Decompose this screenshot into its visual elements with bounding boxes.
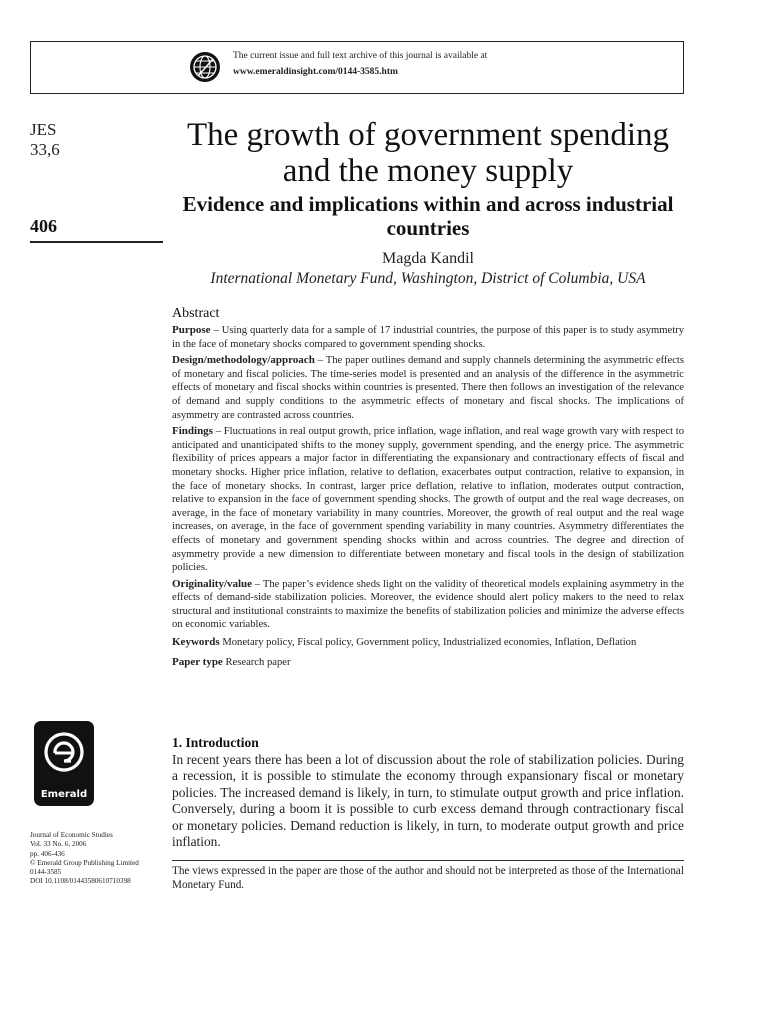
abstract-body	[172, 324, 684, 672]
emerald-logo-icon	[43, 729, 85, 775]
globe-icon	[189, 51, 221, 83]
findings-label: Findings	[172, 425, 213, 438]
purpose-text: – Using quarterly data for a sample of 17 industrial countries, the purpose of this paper is to study asymmetry in the face of monetary shocks compared to government spending shocks.	[172, 325, 684, 350]
abstract-paper-type	[172, 656, 684, 670]
originality-text: – The paper’s evidence sheds light on the validity of theoretical models explaining asymmetry in the effects of demand-side stabilization policies. Moreover, the evidence should alert policy makers to the need to relax structural and institutional constraints to maximize the benefits of stabilization policies and minimize the adverse effects on economic variables.	[172, 578, 684, 631]
pubinfo-volume: Vol. 33 No. 6, 2006	[30, 840, 87, 849]
pubinfo-doi: DOI 10.1108/01443580610710398	[30, 877, 131, 886]
keywords-text: Monetary policy, Fiscal policy, Government policy, Industrialized economies, Inflation, Deflation	[219, 637, 637, 649]
page-number-rule	[30, 241, 163, 243]
journal-volume: 33,6	[30, 140, 60, 159]
abstract-purpose	[172, 324, 684, 351]
keywords-label: Keywords	[172, 636, 220, 649]
publication-info	[30, 831, 139, 887]
introduction-text: In recent years there has been a lot of discussion about the role of stabilization policies. During a recession, it is possible to stimulate the economy through expansionary fiscal or monetary policies. The increased demand is likely, in turn, to stimulate output growth and price inflation. Conversely, during a boom it is possible to curb excess demand through contractionary fiscal or monetary policies. Demand reduction is likely, in turn, to moderate output growth and price inflation.	[172, 752, 684, 850]
abstract-findings	[172, 425, 684, 575]
design-text: – The paper outlines demand and supply channels determining the asymmetric effects of monetary and fiscal policies. The time-series model is presented and an analysis of the difference in the asymmetric effects of monetary and fiscal shocks within countries is presented. There then follows an investigation of the relevance of demand and supply conditions to the asymmetric effects of monetary and fiscal shocks. The implications of asymmetry are contrasted across countries.	[172, 355, 684, 421]
footnote: The views expressed in the paper are those of the author and should not be interpreted as those of the International Monetary Fund.	[172, 865, 684, 891]
journal-abbrev: JES	[30, 120, 57, 139]
papertype-label: Paper type	[172, 655, 223, 668]
pubinfo-copyright: © Emerald Group Publishing Limited	[30, 858, 139, 867]
originality-label: Originality/value	[172, 577, 253, 590]
abstract-keywords	[172, 636, 684, 650]
abstract-design	[172, 354, 684, 422]
archive-notice-box	[30, 41, 684, 94]
pubinfo-journal: Journal of Economic Studies	[30, 831, 113, 839]
findings-text: – Fluctuations in real output growth, price inflation, wage inflation, and real wage growth vary with respect to anticipated and unanticipated shifts to the money supply, government spending, and the energy price. The asymmetric flexibility of prices appears a major factor in differentiating the expansionary and contractionary effects of fiscal and monetary shocks. Higher price inflation, relative to deflation, exacerbates output contraction, relative to expansion, in the face of monetary shocks. In contrast, larger price deflation, relative to inflation, moderates output contraction, relative to expansion in the face of government spending shocks. The growth of output and the real wage decreases, on average, in the face of monetary variability in many countries. Moreover, the growth of real output and the real wage increases, on average, in the face of government spending variability in many countries. Asymmetry differentiates the effects of monetary and government spending shocks within and across countries. The degree and direction of asymmetry provide a new dimension to differentiate between monetary and fiscal tools in the design of stabilization policies.	[172, 426, 684, 574]
design-label: Design/methodology/approach	[172, 354, 315, 367]
author-affiliation: International Monetary Fund, Washington, District of Columbia, USA	[210, 270, 646, 287]
page-number: 406	[30, 216, 57, 236]
author-name: Magda Kandil	[382, 250, 474, 267]
article-title: The growth of government spending and the money supply	[186, 117, 670, 189]
abstract-originality	[172, 578, 684, 632]
archive-text: The current issue and full text archive of this journal is available at	[233, 51, 488, 61]
footnote-rule	[172, 860, 684, 861]
emerald-logo-text: Emerald	[40, 789, 88, 800]
journal-citation	[30, 120, 60, 160]
pubinfo-issn: 0144-3585	[30, 868, 62, 877]
papertype-text: Research paper	[222, 656, 291, 668]
purpose-label: Purpose	[172, 324, 211, 336]
introduction-heading: 1. Introduction	[172, 735, 259, 750]
pubinfo-pages: pp. 406-436	[30, 849, 65, 858]
archive-url-link[interactable]: www.emeraldinsight.com/0144-3585.htm	[233, 67, 398, 77]
article-subtitle: Evidence and implications within and across industrial countries	[182, 192, 674, 240]
emerald-logo	[34, 721, 94, 806]
abstract-heading: Abstract	[172, 306, 220, 321]
